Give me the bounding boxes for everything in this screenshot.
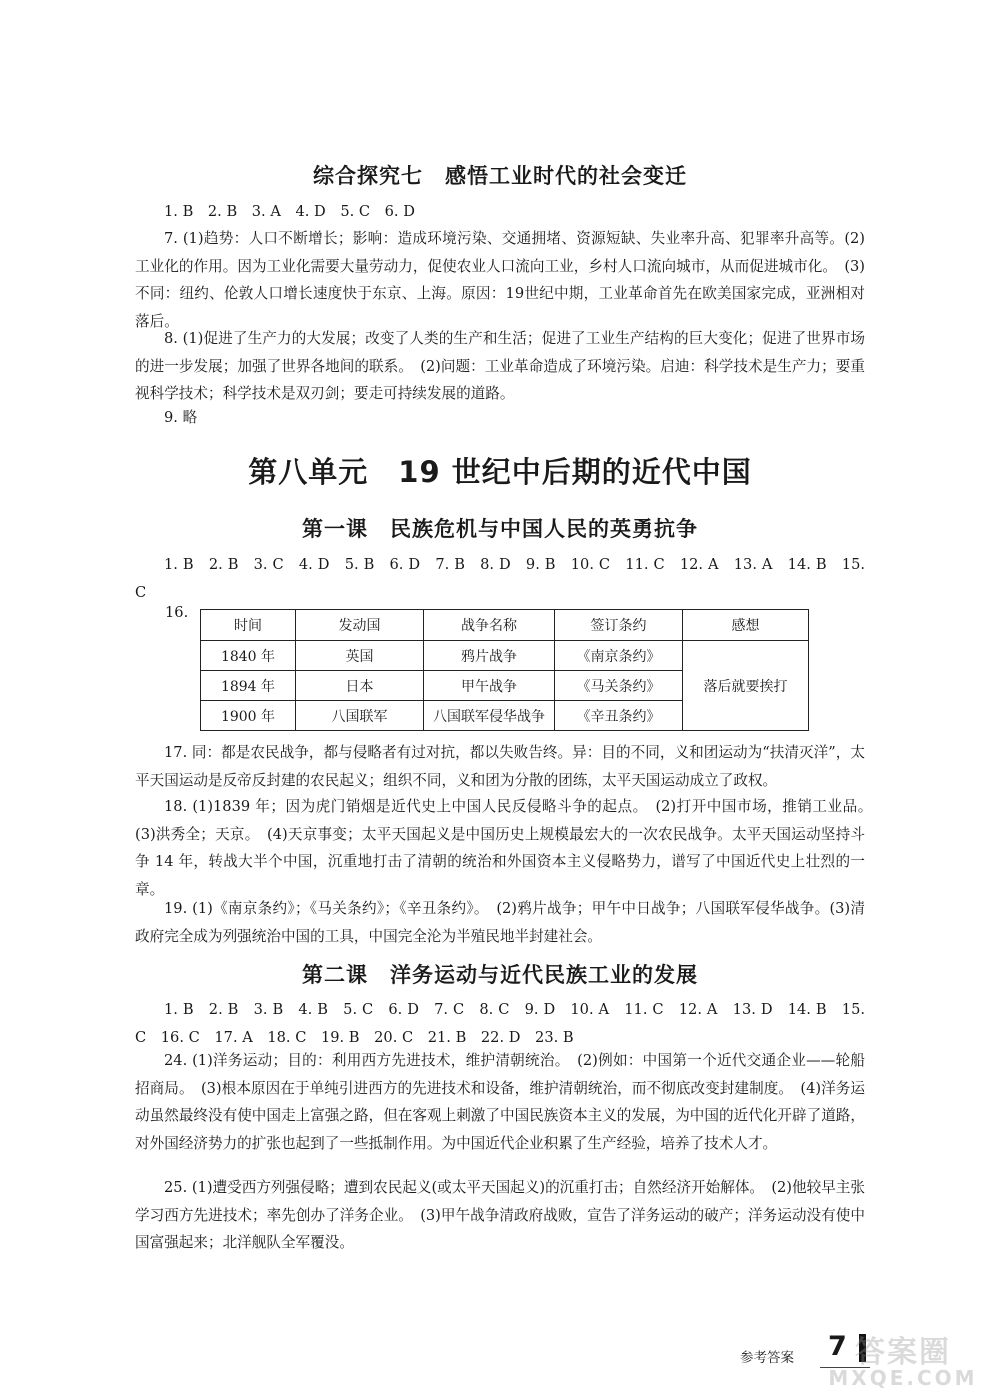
cell-time: 1900 年 bbox=[201, 701, 296, 731]
answer-q7: 7. (1)趋势：人口不断增长；影响：造成环境污染、交通拥堵、资源短缺、失业率升高、犯罪率升高等。(2)工业化的作用。因为工业化需要大量劳动力，促使农业人口流向工业，乡村人口流向城市，从而促进城市化。 (3)不同：纽约、伦敦人口增长速度快于东京、上海。原因：19世纪中期，工业革命首先在欧美国家完成，亚洲相对落后。 bbox=[135, 230, 865, 330]
cell-treaty: 《南京条约》 bbox=[555, 641, 683, 671]
cell-treaty: 《马关条约》 bbox=[555, 671, 683, 701]
cell-war: 甲午战争 bbox=[424, 671, 555, 701]
section-title-inquiry-7: 综合探究七 感悟工业时代的社会变迁 bbox=[313, 164, 687, 188]
cell-country: 八国联军 bbox=[296, 701, 424, 731]
cell-country: 日本 bbox=[296, 671, 424, 701]
cell-war: 鸦片战争 bbox=[424, 641, 555, 671]
header-treaty: 签订条约 bbox=[555, 610, 683, 641]
page-number: 7 bbox=[828, 1331, 847, 1362]
lesson-2-title: 第二课 洋务运动与近代民族工业的发展 bbox=[302, 963, 698, 987]
watermark-logo bbox=[818, 1335, 988, 1394]
answer-q17: 17. 同：都是农民战争，都与侵略者有过对抗，都以失败告终。异：目的不同，义和团运动为“扶清灭洋”，太平天国运动是反帝反封建的农民起义；组织不同，义和团为分散的团练，太平天国运动成立了政权。 bbox=[135, 744, 865, 789]
cell-treaty: 《辛丑条约》 bbox=[555, 701, 683, 731]
answer-mc-1-15: 1. B 2. B 3. C 4. D 5. B 6. D 7. B 8. D 9. B 10. C 11. C 12. A 13. A 14. B 15. C bbox=[135, 556, 865, 601]
cell-reflection: 落后就要挨打 bbox=[683, 641, 809, 731]
answer-q9: 9. 略 bbox=[164, 409, 198, 426]
header-country: 发动国 bbox=[296, 610, 424, 641]
cell-time: 1840 年 bbox=[201, 641, 296, 671]
lesson-1-title: 第一课 民族危机与中国人民的英勇抗争 bbox=[302, 517, 698, 541]
footer-label: 参考答案 bbox=[740, 1350, 794, 1366]
answer-q24: 24. (1)洋务运动；目的：利用西方先进技术，维护清朝统治。 (2)例如：中国第一个近代交通企业——轮船招商局。 (3)根本原因在于单纯引进西方的先进技术和设备，维护清朝统治，而不彻底改变封建制度。 (4)洋务运动虽然最终没有使中国走上富强之路，但在客观上刺激了中国民族资本主义的发展，为中国的近代化开辟了道路，对外国经济势力的扩张也起到了一些抵制作用。为中国近代企业积累了生产经验，培养了技术人才。 bbox=[135, 1052, 865, 1152]
answer-q18: 18. (1)1839 年；因为虎门销烟是近代史上中国人民反侵略斗争的起点。 (2)打开中国市场，推销工业品。 (3)洪秀全；天京。 (4)天京事变；太平天国起义是中国历史上规模最宏大的一次农民战争。太平天国运动坚持斗争 14 年，转战大半个中国，沉重地打击了清朝的统治和外国资本主义侵略势力，谱写了中国近代史上壮烈的一章。 bbox=[135, 798, 880, 898]
answer-q16-label: 16. bbox=[165, 604, 189, 621]
header-reflection: 感想 bbox=[683, 610, 809, 641]
answer-q19: 19. (1)《南京条约》；《马关条约》；《辛丑条约》。 (2)鸦片战争；甲午中日战争；八国联军侵华战争。(3)清政府完全成为列强统治中国的工具，中国完全沦为半殖民地半封建社会。 bbox=[135, 900, 865, 945]
answer-q25: 25. (1)遭受西方列强侵略；遭到农民起义(或太平天国起义)的沉重打击；自然经济开始解体。 (2)他较早主张学习西方先进技术；率先创办了洋务企业。 (3)甲午战争清政府战败，宣告了洋务运动的破产；洋务运动没有使中国富强起来；北洋舰队全军覆没。 bbox=[135, 1179, 865, 1251]
header-war: 战争名称 bbox=[424, 610, 555, 641]
answer-mc-1-6: 1. B 2. B 3. A 4. D 5. C 6. D bbox=[164, 203, 415, 220]
answer-q8: 8. (1)促进了生产力的大发展；改变了人类的生产和生活；促进了工业生产结构的巨大变化；促进了世界市场的进一步发展；加强了世界各地间的联系。 (2)问题：工业革命造成了环境污染。启迪：科学技术是生产力；要重视科学技术；科学技术是双刃剑；要走可持续发展的道路。 bbox=[135, 330, 865, 402]
cell-war: 八国联军侵华战争 bbox=[424, 701, 555, 731]
cell-country: 英国 bbox=[296, 641, 424, 671]
watermark-cn: 答案圈 bbox=[855, 1335, 951, 1370]
treaty-table bbox=[200, 609, 809, 731]
answer-mc-1-23: 1. B 2. B 3. B 4. B 5. C 6. D 7. C 8. C 9. D 10. A 11. C 12. A 13. D 14. B 15. C 16. C 17. A 18. C 19. B 20. C 21. B 22. D 23. B bbox=[135, 1001, 865, 1046]
header-time: 时间 bbox=[201, 610, 296, 641]
watermark-en: MXQE.COM bbox=[828, 1366, 978, 1390]
cell-time: 1894 年 bbox=[201, 671, 296, 701]
table-row bbox=[201, 641, 809, 671]
table-header-row bbox=[201, 610, 809, 641]
unit-title: 第八单元 19 世纪中后期的近代中国 bbox=[248, 455, 752, 489]
